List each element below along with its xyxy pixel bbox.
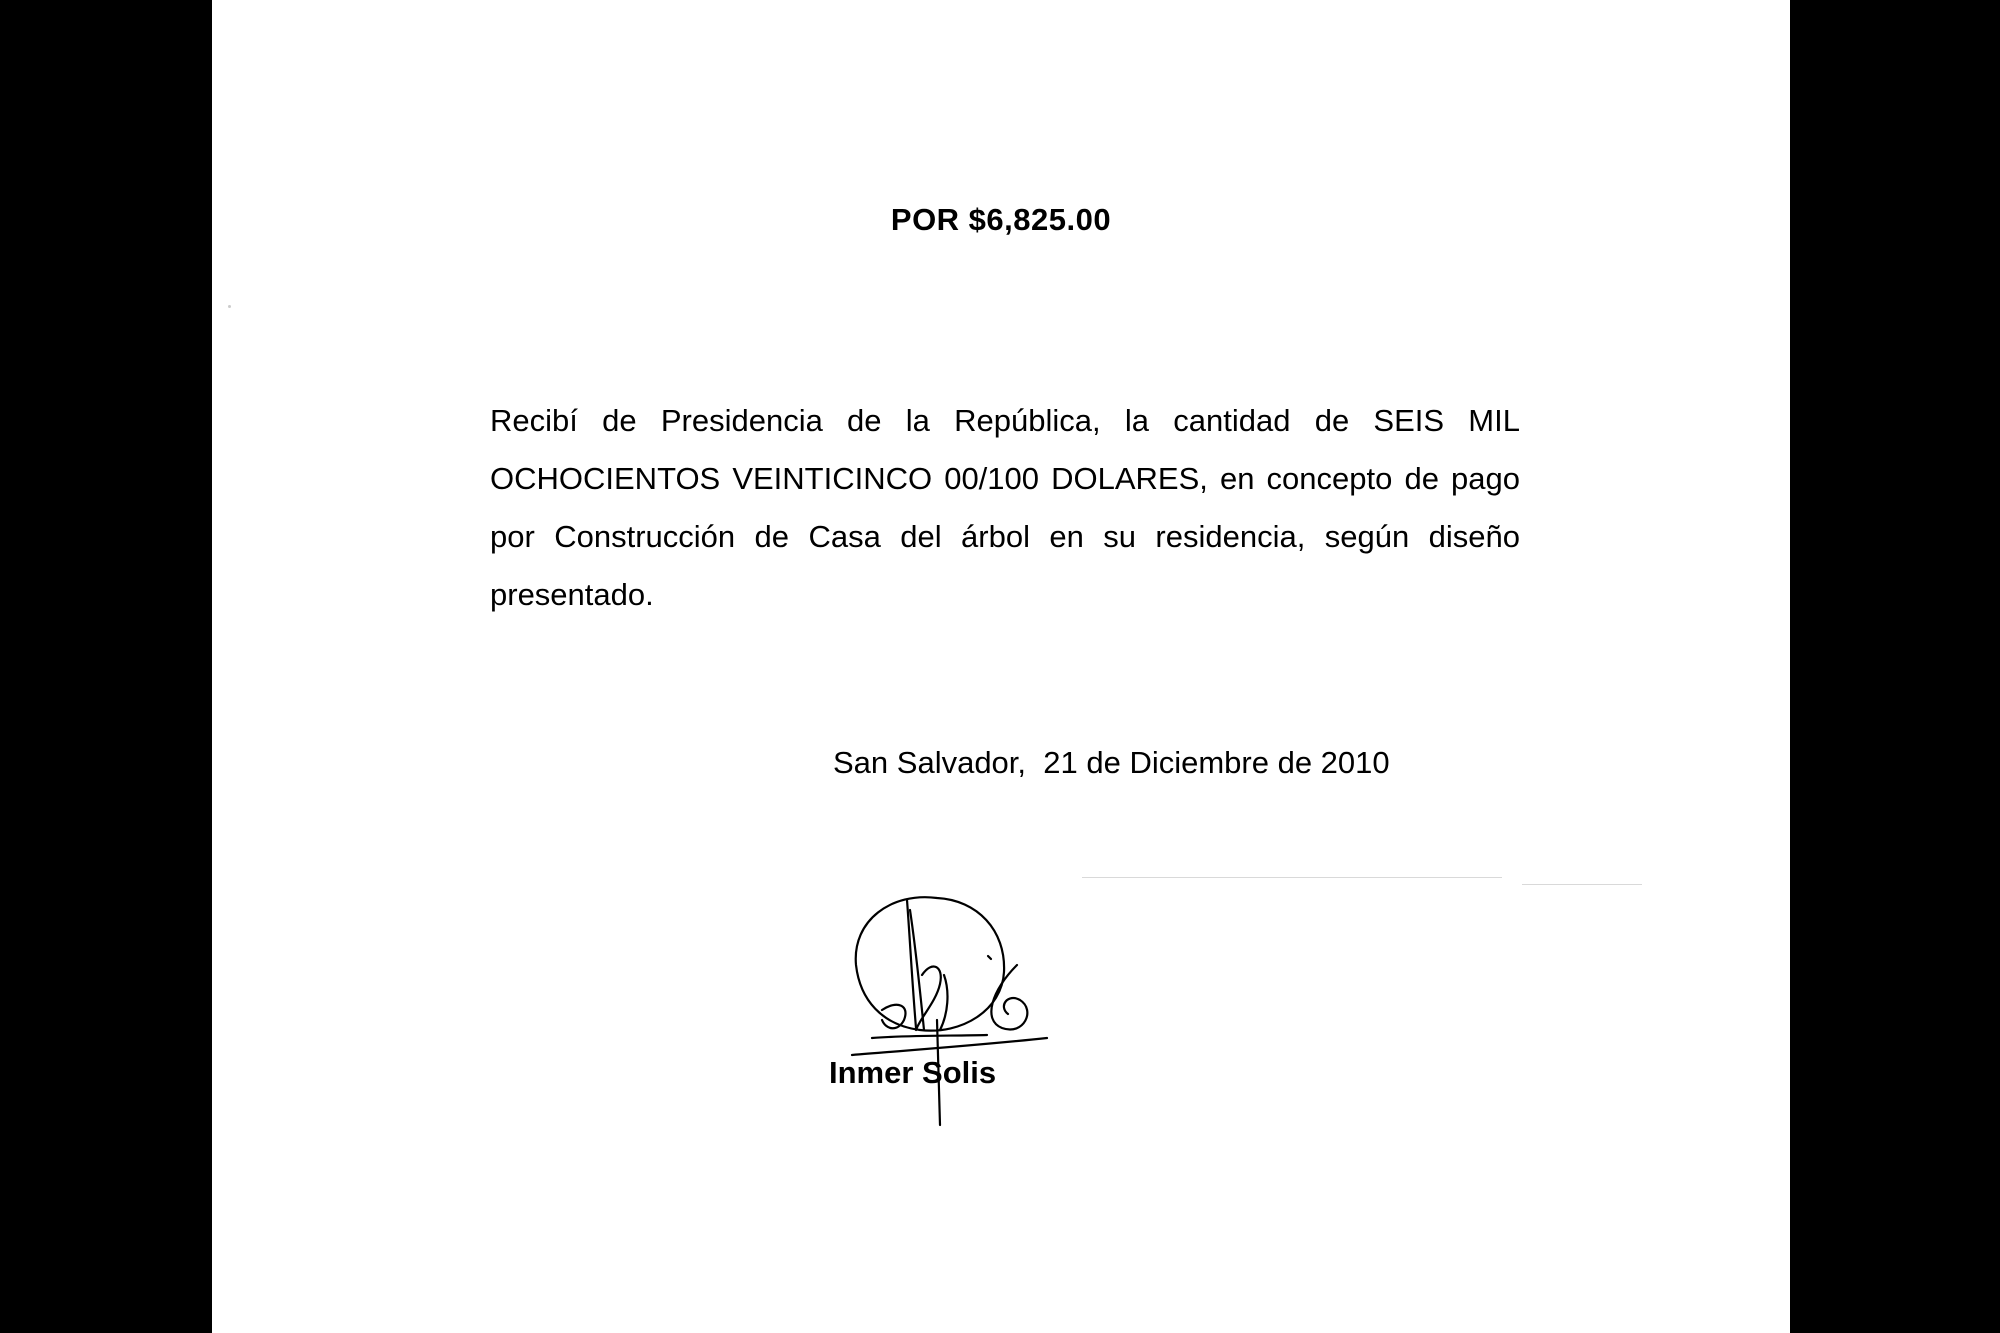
handwritten-signature: [812, 880, 1072, 1140]
scan-speck: [228, 305, 231, 308]
document-page: [212, 0, 1790, 1333]
scan-artifact-line: [1522, 884, 1642, 885]
signer-name: Inmer Solis: [829, 1055, 997, 1090]
amount-heading: POR $6,825.00: [890, 202, 1112, 237]
place-and-date: San Salvador, 21 de Diciembre de 2010: [833, 745, 1390, 780]
receipt-body: Recibí de Presidencia de la República, la cantidad de SEIS MIL OCHOCIENTOS VEINTICINCO 00/100 DOLARES, en concepto de pago por Construcción de Casa del árbol en su residencia, según diseño presentado.: [490, 403, 1520, 612]
scan-artifact-line: [1082, 877, 1502, 878]
